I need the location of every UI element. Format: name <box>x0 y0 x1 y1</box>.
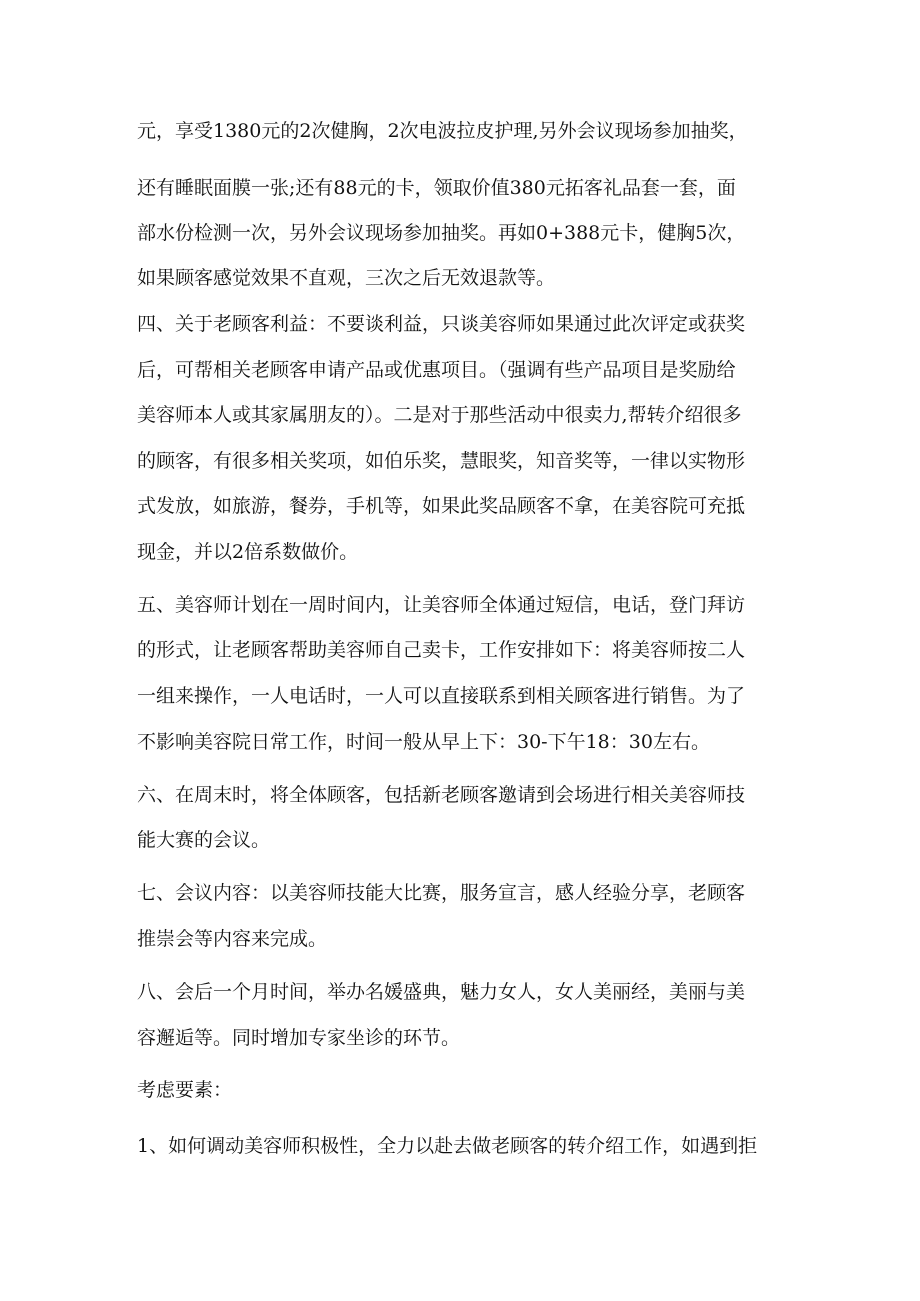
text-line <box>0 1070 920 1110</box>
text-line <box>0 111 920 151</box>
text-line-content: 美容师本人或其家属朋友的）。二是对于那些活动中很卖力,帮转介绍很多 <box>137 404 742 426</box>
text-line <box>0 304 920 344</box>
text-line <box>0 213 920 253</box>
text-line <box>0 820 920 860</box>
text-line <box>0 585 920 625</box>
text-line <box>0 486 920 526</box>
text-line <box>0 168 920 208</box>
text-line <box>0 873 920 913</box>
text-line-content: 现金，并以2倍系数做价。 <box>137 541 359 563</box>
text-line <box>0 395 920 435</box>
text-line <box>0 258 920 298</box>
text-line <box>0 532 920 572</box>
text-line-content: 如果顾客感觉效果不直观，三次之后无效退款等。 <box>137 267 556 289</box>
text-line <box>0 441 920 481</box>
text-line-content: 容邂逅等。同时增加专家坐诊的环节。 <box>137 1027 461 1049</box>
text-line <box>0 630 920 670</box>
text-line <box>0 919 920 959</box>
text-line-content: 1、如何调动美容师积极性，全力以赴去做老顾客的转介绍工作，如遇到拒 <box>137 1135 758 1157</box>
text-line-content: 一组来操作，一人电话时，一人可以直接联系到相关顾客进行销售。为了 <box>137 685 746 707</box>
text-line-content: 推崇会等内容来完成。 <box>137 928 328 950</box>
text-line <box>0 1126 920 1166</box>
text-line-content: 的顾客，有很多相关奖项，如伯乐奖，慧眼奖，知音奖等，一律以实物形 <box>137 450 746 472</box>
text-line <box>0 972 920 1012</box>
text-line-content: 不影响美容院日常工作，时间一般从早上下：30-下午18：30左右。 <box>137 731 710 753</box>
text-line-content: 还有睡眠面膜一张;还有88元的卡，领取价值380元拓客礼品套一套，面 <box>137 177 736 199</box>
text-line-content: 八、会后一个月时间，举办名媛盛典，魅力女人，女人美丽经，美丽与美 <box>137 981 746 1003</box>
text-line-content: 五、美容师计划在一周时间内，让美容师全体通过短信，电话，登门拜访 <box>137 594 746 616</box>
text-line-content: 七、会议内容：以美容师技能大比赛，服务宣言，感人经验分享，老顾客 <box>137 882 746 904</box>
text-line-content: 的形式，让老顾客帮助美容师自己卖卡，工作安排如下：将美容师按二人 <box>137 639 746 661</box>
text-line <box>0 722 920 762</box>
text-line <box>0 775 920 815</box>
text-line-content: 式发放，如旅游，餐券，手机等，如果此奖品顾客不拿，在美容院可充抵 <box>137 495 746 517</box>
text-line-content: 能大赛的会议。 <box>137 829 271 851</box>
text-line-content: 元，享受1380元的2次健胸，2次电波拉皮护理,另外会议现场参加抽奖， <box>137 120 748 142</box>
text-line-content: 四、关于老顾客利益：不要谈利益，只谈美容师如果通过此次评定或获奖 <box>137 313 746 335</box>
text-line-content: 考虑要素： <box>137 1079 233 1101</box>
text-line-content: 部水份检测一次，另外会议现场参加抽奖。再如0+388元卡，健胸5次， <box>137 222 746 244</box>
text-line <box>0 350 920 390</box>
text-line-content: 后，可帮相关老顾客申请产品或优惠项目。（强调有些产品项目是奖励给 <box>137 359 736 381</box>
text-line <box>0 676 920 716</box>
text-line <box>0 1018 920 1058</box>
text-line-content: 六、在周末时，将全体顾客，包括新老顾客邀请到会场进行相关美容师技 <box>137 784 746 806</box>
